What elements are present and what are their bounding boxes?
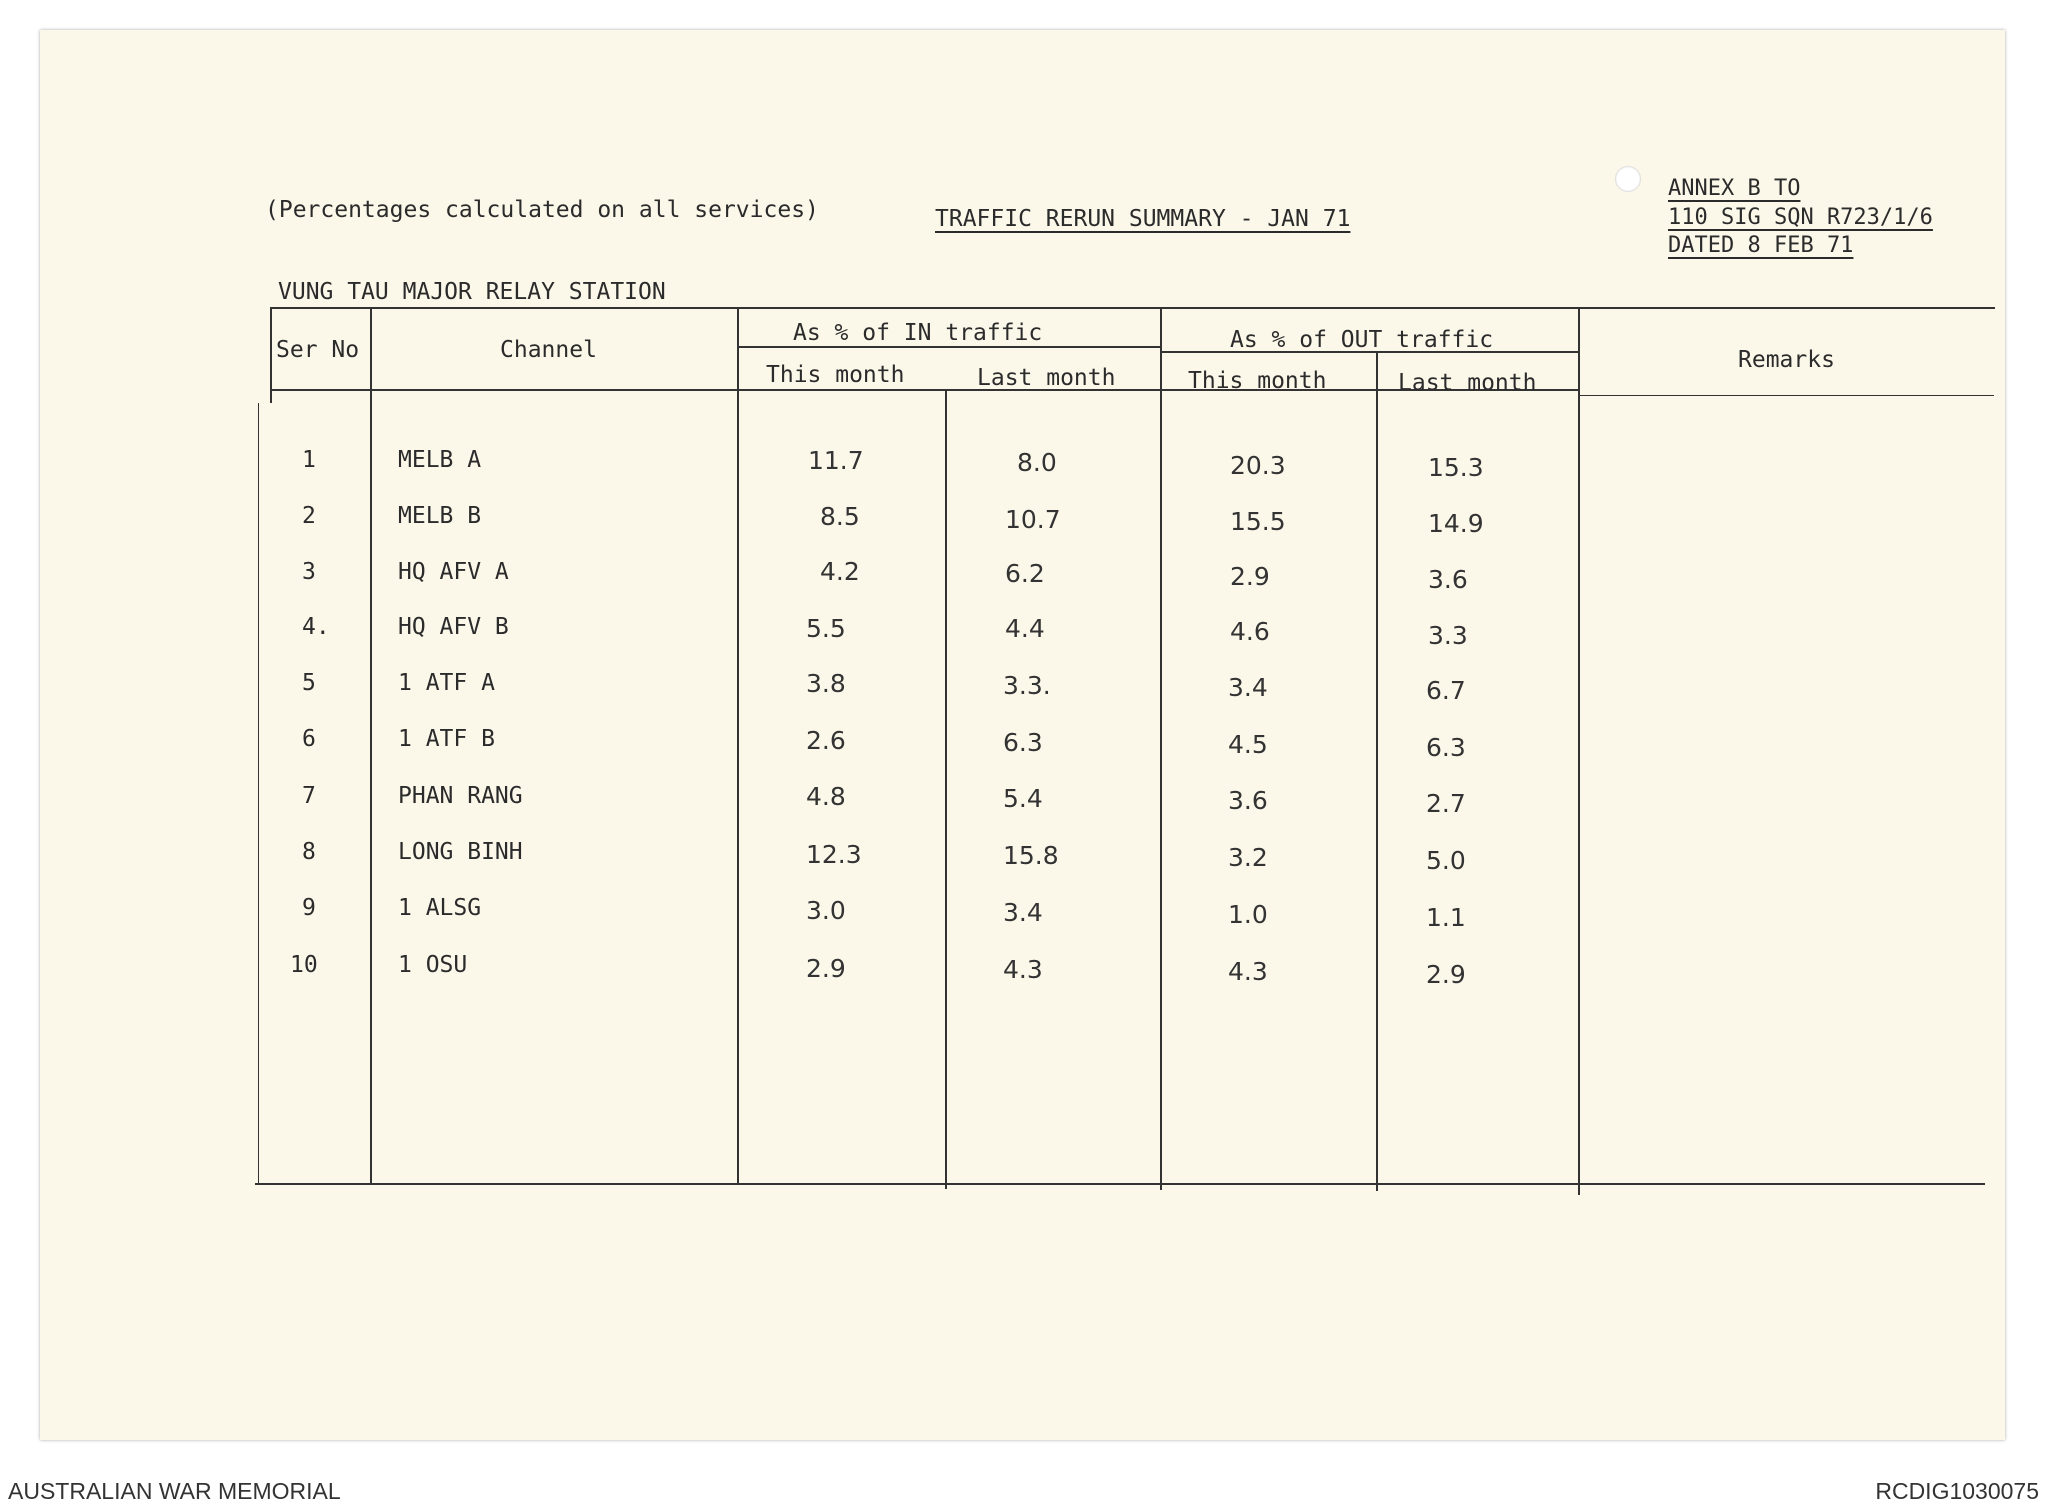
in-last-month-cell: 3.3.	[1003, 671, 1051, 700]
ser-no-cell: 7	[302, 783, 316, 809]
out-this-month-cell: 1.0	[1228, 900, 1268, 929]
ser-no-cell: 4.	[302, 614, 330, 640]
in-this-month-cell: 3.0	[806, 896, 846, 925]
in-this-month-cell: 2.9	[806, 954, 846, 983]
header-out-last-month: Last month	[1398, 370, 1537, 396]
in-this-month-cell: 12.3	[806, 840, 862, 869]
channel-cell: LONG BINH	[398, 839, 523, 865]
out-last-month-cell: 2.9	[1426, 960, 1466, 989]
ser-no-cell: 1	[302, 447, 316, 473]
in-last-month-cell: 4.4	[1005, 614, 1045, 643]
station-name: VUNG TAU MAJOR RELAY STATION	[278, 279, 666, 305]
in-last-month-cell: 10.7	[1005, 505, 1061, 534]
out-last-month-cell: 3.6	[1428, 565, 1468, 594]
in-last-month-cell: 5.4	[1003, 784, 1043, 813]
ser-no-cell: 10	[290, 952, 318, 978]
header-in-last-month: Last month	[977, 365, 1116, 391]
in-last-month-cell: 15.8	[1003, 841, 1059, 870]
annex-line-1: ANNEX B TO	[1668, 176, 1801, 201]
channel-cell: PHAN RANG	[398, 783, 523, 809]
out-this-month-cell: 3.2	[1228, 843, 1268, 872]
ser-no-cell: 5	[302, 670, 316, 696]
out-last-month-cell: 14.9	[1428, 509, 1484, 538]
channel-cell: 1 ATF B	[398, 726, 495, 752]
in-this-month-cell: 5.5	[806, 614, 846, 643]
header-remarks: Remarks	[1738, 347, 1835, 373]
footer-record-id: RCDIG1030075	[1875, 1478, 2039, 1504]
in-this-month-cell: 2.6	[806, 726, 846, 755]
in-this-month-cell: 3.8	[806, 669, 846, 698]
in-this-month-cell: 4.8	[806, 782, 846, 811]
out-last-month-cell: 6.7	[1426, 676, 1466, 705]
annex-line-2: 110 SIG SQN R723/1/6	[1668, 205, 1933, 230]
ser-no-cell: 3	[302, 559, 316, 585]
out-last-month-cell: 1.1	[1426, 903, 1466, 932]
out-this-month-cell: 4.3	[1228, 957, 1268, 986]
channel-cell: MELB A	[398, 447, 482, 473]
out-this-month-cell: 3.4	[1228, 673, 1268, 702]
out-this-month-cell: 4.6	[1230, 617, 1270, 646]
percentages-note: (Percentages calculated on all services)	[265, 197, 819, 223]
ser-no-cell: 8	[302, 839, 316, 865]
out-last-month-cell: 5.0	[1426, 846, 1466, 875]
header-channel: Channel	[500, 337, 597, 363]
in-this-month-cell: 11.7	[808, 446, 864, 475]
in-this-month-cell: 4.2	[820, 557, 860, 586]
header-in-this-month: This month	[766, 362, 905, 388]
out-last-month-cell: 3.3	[1428, 621, 1468, 650]
header-ser-no: Ser No	[276, 337, 360, 363]
header-in-traffic: As % of IN traffic	[793, 320, 1043, 346]
out-this-month-cell: 3.6	[1228, 786, 1268, 815]
in-last-month-cell: 3.4	[1003, 898, 1043, 927]
ser-no-cell: 2	[302, 503, 316, 529]
in-last-month-cell: 6.2	[1005, 559, 1045, 588]
channel-cell: 1 ALSG	[398, 895, 482, 921]
in-last-month-cell: 8.0	[1017, 448, 1057, 477]
channel-cell: MELB B	[398, 503, 482, 529]
annex-line-3: DATED 8 FEB 71	[1668, 233, 1854, 258]
in-last-month-cell: 4.3	[1003, 955, 1043, 984]
channel-cell: 1 OSU	[398, 952, 468, 978]
footer-source: AUSTRALIAN WAR MEMORIAL	[8, 1478, 341, 1504]
out-this-month-cell: 20.3	[1230, 451, 1286, 480]
out-last-month-cell: 2.7	[1426, 789, 1466, 818]
ser-no-cell: 6	[302, 726, 316, 752]
out-this-month-cell: 2.9	[1230, 562, 1270, 591]
out-this-month-cell: 4.5	[1228, 730, 1268, 759]
channel-cell: HQ AFV A	[398, 559, 509, 585]
header-out-traffic: As % of OUT traffic	[1230, 327, 1494, 353]
in-last-month-cell: 6.3	[1003, 728, 1043, 757]
out-this-month-cell: 15.5	[1230, 507, 1286, 536]
out-last-month-cell: 6.3	[1426, 733, 1466, 762]
channel-cell: 1 ATF A	[398, 670, 495, 696]
ser-no-cell: 9	[302, 895, 316, 921]
document-title: TRAFFIC RERUN SUMMARY - JAN 71	[935, 206, 1351, 232]
header-out-this-month: This month	[1188, 368, 1327, 394]
punch-hole	[1615, 166, 1641, 192]
channel-cell: HQ AFV B	[398, 614, 509, 640]
in-this-month-cell: 8.5	[820, 502, 860, 531]
out-last-month-cell: 15.3	[1428, 453, 1484, 482]
